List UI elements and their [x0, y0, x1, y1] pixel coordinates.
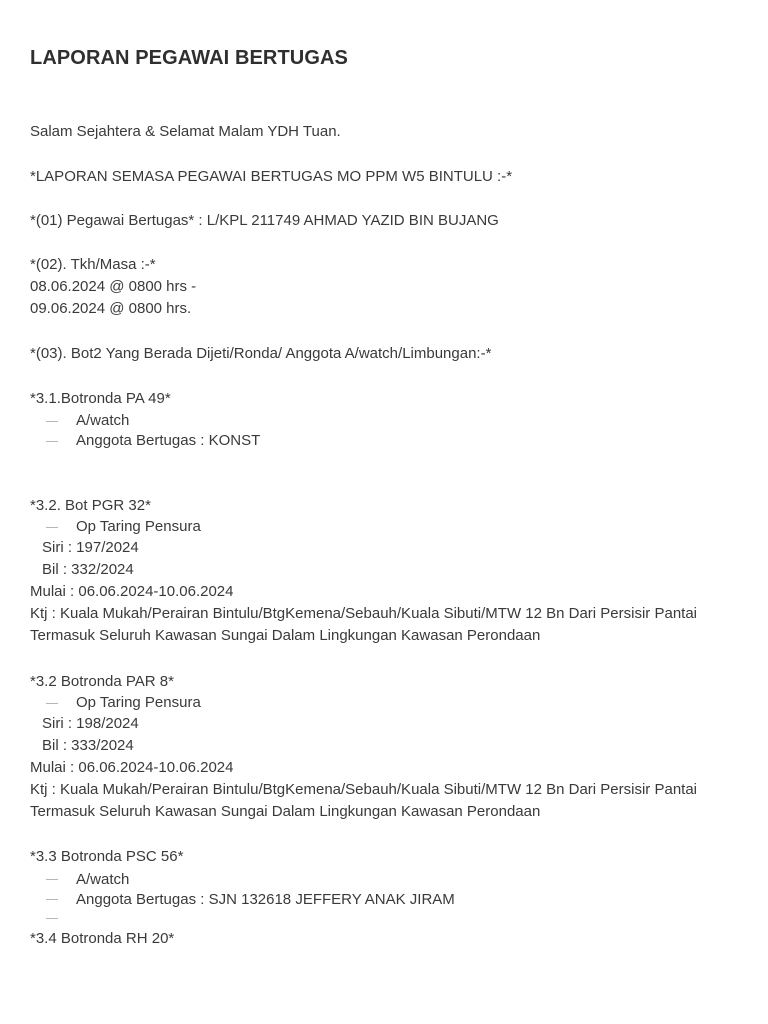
section-3-2b-siri: Siri : 198/2024	[42, 715, 139, 732]
bullet-dash	[46, 918, 58, 919]
item-03-heading: *(03). Bot2 Yang Berada Dijeti/Ronda/ Anggota A/watch/Limbungan:-*	[30, 345, 492, 362]
report-heading: *LAPORAN SEMASA PEGAWAI BERTUGAS MO PPM W5 BINTULU :-*	[30, 168, 513, 185]
section-3-2b-bullet-1: Op Taring Pensura	[76, 694, 201, 711]
bullet-dash	[46, 441, 58, 442]
section-3-2a-siri: Siri : 197/2024	[42, 539, 139, 556]
bullet-dash	[46, 879, 58, 880]
section-3-2a-ktj: Ktj : Kuala Mukah/Perairan Bintulu/BtgKemena/Sebauh/Kuala Sibuti/MTW 12 Bn Dari Persisir Pantai Termasuk Seluruh Kawasan Sungai Dalam Lingkungan Kawasan Perondaan	[30, 605, 698, 644]
item-02-to: 09.06.2024 @ 0800 hrs.	[30, 300, 192, 317]
bullet-dash	[46, 527, 58, 528]
section-3-1-heading: *3.1.Botronda PA 49*	[30, 390, 171, 407]
section-3-2a-bullet-1: Op Taring Pensura	[76, 518, 201, 535]
item-02-label: *(02). Tkh/Masa :-*	[30, 256, 156, 273]
section-3-1-bullet-2: Anggota Bertugas : KONST	[76, 432, 261, 449]
section-3-3-bullet-1: A/watch	[76, 871, 130, 888]
section-3-3-heading: *3.3 Botronda PSC 56*	[30, 848, 184, 865]
section-3-2b-ktj: Ktj : Kuala Mukah/Perairan Bintulu/BtgKemena/Sebauh/Kuala Sibuti/MTW 12 Bn Dari Persisir Pantai Termasuk Seluruh Kawasan Sungai Dalam Lingkungan Kawasan Perondaan	[30, 781, 698, 820]
page-title: LAPORAN PEGAWAI BERTUGAS	[30, 47, 348, 69]
item-01-duty-officer: *(01) Pegawai Bertugas* : L/KPL 211749 AHMAD YAZID BIN BUJANG	[30, 212, 499, 229]
section-3-2b-heading: *3.2 Botronda PAR 8*	[30, 673, 174, 690]
item-02-from: 08.06.2024 @ 0800 hrs -	[30, 278, 197, 295]
section-3-2a-bil: Bil : 332/2024	[42, 561, 134, 578]
section-3-3-bullet-2: Anggota Bertugas : SJN 132618 JEFFERY ANAK JIRAM	[76, 891, 455, 908]
section-3-4-heading: *3.4 Botronda RH 20*	[30, 930, 175, 947]
bullet-dash	[46, 899, 58, 900]
greeting-text: Salam Sejahtera & Selamat Malam YDH Tuan.	[30, 123, 341, 140]
section-3-2a-heading: *3.2. Bot PGR 32*	[30, 497, 151, 514]
section-3-2b-bil: Bil : 333/2024	[42, 737, 134, 754]
section-3-2a-mulai: Mulai : 06.06.2024-10.06.2024	[30, 583, 234, 600]
section-3-2b-mulai: Mulai : 06.06.2024-10.06.2024	[30, 759, 234, 776]
bullet-dash	[46, 421, 58, 422]
bullet-dash	[46, 703, 58, 704]
section-3-1-bullet-1: A/watch	[76, 412, 130, 429]
